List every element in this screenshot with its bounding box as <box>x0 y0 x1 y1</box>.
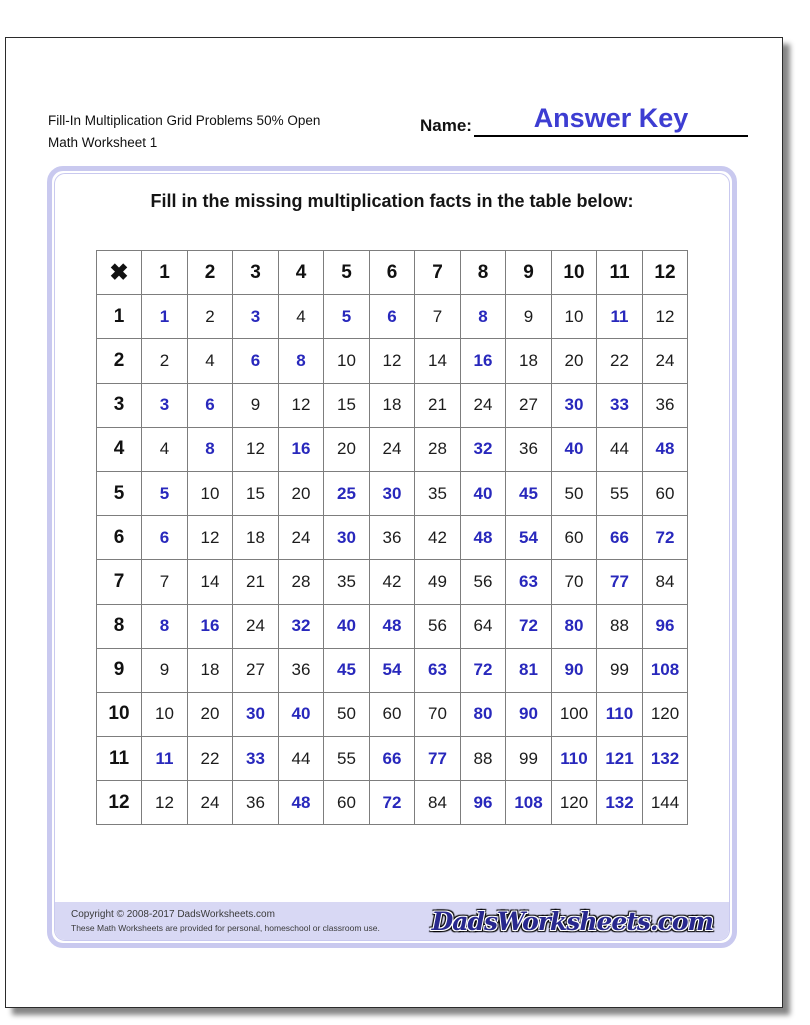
grid-cell-given: 18 <box>506 339 552 383</box>
answer-key-text: Answer Key <box>533 103 689 133</box>
grid-cell-answer: 90 <box>506 692 552 736</box>
grid-cell-given: 9 <box>142 648 188 692</box>
grid-cell-given: 84 <box>642 560 688 604</box>
grid-cell-answer: 33 <box>597 383 643 427</box>
grid-row <box>96 383 688 427</box>
grid-row-header: 9 <box>96 648 142 692</box>
grid-column-header: 2 <box>187 251 233 295</box>
grid-cell-answer: 80 <box>551 604 597 648</box>
grid-cell-given: 15 <box>324 383 370 427</box>
grid-cell-answer: 48 <box>460 516 506 560</box>
grid-cell-given: 144 <box>642 781 688 825</box>
grid-cell-given: 56 <box>460 560 506 604</box>
grid-cell-answer: 66 <box>369 737 415 781</box>
grid-cell-given: 60 <box>642 471 688 515</box>
grid-cell-answer: 30 <box>324 516 370 560</box>
grid-cell-given: 120 <box>642 692 688 736</box>
grid-cell-given: 36 <box>369 516 415 560</box>
grid-cell-answer: 16 <box>187 604 233 648</box>
grid-cell-given: 88 <box>460 737 506 781</box>
grid-column-header: 1 <box>142 251 188 295</box>
grid-cell-answer: 110 <box>551 737 597 781</box>
grid-cell-given: 20 <box>278 471 324 515</box>
grid-cell-given: 2 <box>187 295 233 339</box>
grid-cell-given: 12 <box>278 383 324 427</box>
worksheet-content-inner <box>54 173 730 941</box>
grid-cell-given: 60 <box>369 692 415 736</box>
grid-cell-answer: 8 <box>460 295 506 339</box>
grid-cell-given: 28 <box>415 427 461 471</box>
grid-cell-answer: 72 <box>369 781 415 825</box>
grid-cell-answer: 16 <box>278 427 324 471</box>
grid-cell-answer: 40 <box>460 471 506 515</box>
grid-cell-answer: 8 <box>278 339 324 383</box>
dadsworksheets-logo: DadsWorksheets.com <box>431 906 713 936</box>
grid-cell-given: 70 <box>551 560 597 604</box>
grid-cell-given: 18 <box>369 383 415 427</box>
grid-cell-given: 55 <box>324 737 370 781</box>
grid-column-header: 12 <box>642 251 688 295</box>
name-underline <box>474 104 748 137</box>
grid-row-header: 3 <box>96 383 142 427</box>
grid-cell-given: 99 <box>597 648 643 692</box>
grid-cell-answer: 40 <box>324 604 370 648</box>
grid-cell-given: 42 <box>369 560 415 604</box>
grid-cell-given: 36 <box>642 383 688 427</box>
grid-row-header: 11 <box>96 737 142 781</box>
grid-cell-answer: 25 <box>324 471 370 515</box>
name-area <box>420 104 748 137</box>
grid-cell-given: 24 <box>369 427 415 471</box>
multiplication-grid <box>96 250 689 825</box>
grid-corner-multiply-icon: ✖ <box>96 251 142 295</box>
grid-cell-answer: 132 <box>642 737 688 781</box>
grid-cell-answer: 108 <box>506 781 552 825</box>
grid-row <box>96 560 688 604</box>
grid-cell-given: 36 <box>233 781 279 825</box>
grid-cell-given: 24 <box>460 383 506 427</box>
footer-band <box>55 902 729 940</box>
grid-cell-answer: 66 <box>597 516 643 560</box>
grid-cell-given: 18 <box>233 516 279 560</box>
grid-column-header: 8 <box>460 251 506 295</box>
grid-cell-given: 22 <box>597 339 643 383</box>
grid-row-header: 6 <box>96 516 142 560</box>
grid-cell-given: 7 <box>142 560 188 604</box>
grid-cell-given: 56 <box>415 604 461 648</box>
worksheet-title-block <box>48 110 320 155</box>
grid-row <box>96 471 688 515</box>
grid-cell-answer: 54 <box>369 648 415 692</box>
grid-cell-answer: 121 <box>597 737 643 781</box>
grid-cell-answer: 96 <box>460 781 506 825</box>
grid-cell-given: 12 <box>233 427 279 471</box>
grid-row <box>96 516 688 560</box>
grid-column-header: 7 <box>415 251 461 295</box>
grid-row <box>96 427 688 471</box>
grid-row <box>96 737 688 781</box>
grid-cell-given: 27 <box>233 648 279 692</box>
worksheet-page <box>5 37 783 1008</box>
grid-cell-answer: 48 <box>642 427 688 471</box>
grid-cell-given: 12 <box>142 781 188 825</box>
grid-header-row <box>96 251 688 295</box>
grid-cell-answer: 32 <box>278 604 324 648</box>
grid-row-header: 2 <box>96 339 142 383</box>
grid-cell-answer: 16 <box>460 339 506 383</box>
grid-cell-given: 12 <box>642 295 688 339</box>
grid-cell-answer: 45 <box>506 471 552 515</box>
grid-cell-given: 2 <box>142 339 188 383</box>
worksheet-title-line2: Math Worksheet 1 <box>48 135 158 151</box>
grid-cell-answer: 5 <box>324 295 370 339</box>
grid-cell-given: 4 <box>142 427 188 471</box>
grid-cell-answer: 77 <box>597 560 643 604</box>
grid-row <box>96 781 688 825</box>
grid-column-header: 5 <box>324 251 370 295</box>
grid-cell-answer: 72 <box>460 648 506 692</box>
grid-cell-given: 35 <box>415 471 461 515</box>
grid-cell-answer: 108 <box>642 648 688 692</box>
grid-cell-answer: 110 <box>597 692 643 736</box>
grid-cell-given: 10 <box>142 692 188 736</box>
copyright-line2: These Math Worksheets are provided for personal, homeschool or classroom use. <box>71 923 380 934</box>
grid-cell-answer: 80 <box>460 692 506 736</box>
grid-cell-answer: 8 <box>142 604 188 648</box>
grid-column-header: 3 <box>233 251 279 295</box>
grid-row-header: 5 <box>96 471 142 515</box>
grid-cell-given: 60 <box>324 781 370 825</box>
grid-cell-given: 100 <box>551 692 597 736</box>
grid-cell-answer: 6 <box>233 339 279 383</box>
grid-row-header: 4 <box>96 427 142 471</box>
grid-cell-answer: 63 <box>506 560 552 604</box>
grid-cell-answer: 6 <box>187 383 233 427</box>
worksheet-content-box <box>47 166 737 948</box>
grid-cell-given: 12 <box>187 516 233 560</box>
grid-cell-given: 9 <box>233 383 279 427</box>
copyright-line1: Copyright © 2008-2017 DadsWorksheets.com <box>71 909 275 921</box>
grid-column-header: 11 <box>597 251 643 295</box>
grid-cell-given: 49 <box>415 560 461 604</box>
grid-cell-answer: 30 <box>233 692 279 736</box>
grid-cell-given: 28 <box>278 560 324 604</box>
grid-row <box>96 604 688 648</box>
grid-cell-answer: 30 <box>369 471 415 515</box>
grid-cell-answer: 33 <box>233 737 279 781</box>
grid-column-header: 4 <box>278 251 324 295</box>
grid-cell-given: 42 <box>415 516 461 560</box>
grid-row-header: 8 <box>96 604 142 648</box>
grid-cell-answer: 72 <box>642 516 688 560</box>
grid-cell-answer: 11 <box>597 295 643 339</box>
grid-cell-answer: 77 <box>415 737 461 781</box>
grid-cell-answer: 63 <box>415 648 461 692</box>
grid-cell-given: 20 <box>187 692 233 736</box>
grid-cell-given: 24 <box>233 604 279 648</box>
grid-cell-given: 9 <box>506 295 552 339</box>
grid-cell-answer: 40 <box>551 427 597 471</box>
grid-cell-given: 14 <box>415 339 461 383</box>
grid-row <box>96 339 688 383</box>
grid-cell-given: 7 <box>415 295 461 339</box>
grid-cell-answer: 5 <box>142 471 188 515</box>
multiplication-grid-wrapper <box>55 250 729 825</box>
grid-cell-answer: 3 <box>233 295 279 339</box>
grid-row <box>96 692 688 736</box>
grid-cell-given: 50 <box>551 471 597 515</box>
grid-cell-given: 22 <box>187 737 233 781</box>
grid-cell-given: 12 <box>369 339 415 383</box>
grid-row-header: 7 <box>96 560 142 604</box>
grid-cell-given: 120 <box>551 781 597 825</box>
grid-row-header: 1 <box>96 295 142 339</box>
grid-cell-answer: 81 <box>506 648 552 692</box>
grid-cell-given: 24 <box>187 781 233 825</box>
grid-row-header: 10 <box>96 692 142 736</box>
grid-cell-given: 64 <box>460 604 506 648</box>
worksheet-title-line1: Fill-In Multiplication Grid Problems 50% Open <box>48 113 321 128</box>
grid-cell-given: 36 <box>278 648 324 692</box>
grid-cell-answer: 96 <box>642 604 688 648</box>
grid-cell-given: 21 <box>415 383 461 427</box>
grid-cell-given: 18 <box>187 648 233 692</box>
grid-cell-answer: 132 <box>597 781 643 825</box>
grid-cell-given: 4 <box>278 295 324 339</box>
grid-cell-given: 27 <box>506 383 552 427</box>
grid-cell-given: 24 <box>642 339 688 383</box>
grid-cell-given: 99 <box>506 737 552 781</box>
grid-cell-given: 20 <box>324 427 370 471</box>
grid-cell-given: 10 <box>187 471 233 515</box>
grid-row <box>96 648 688 692</box>
grid-cell-answer: 90 <box>551 648 597 692</box>
grid-cell-given: 44 <box>597 427 643 471</box>
instruction-text: Fill in the missing multiplication facts in the table below: <box>150 191 634 211</box>
grid-column-header: 6 <box>369 251 415 295</box>
grid-cell-given: 55 <box>597 471 643 515</box>
grid-cell-answer: 40 <box>278 692 324 736</box>
grid-cell-given: 10 <box>324 339 370 383</box>
grid-cell-given: 70 <box>415 692 461 736</box>
copyright-block <box>71 907 380 935</box>
grid-cell-answer: 3 <box>142 383 188 427</box>
grid-cell-given: 15 <box>233 471 279 515</box>
grid-cell-given: 84 <box>415 781 461 825</box>
grid-row <box>96 295 688 339</box>
grid-cell-given: 14 <box>187 560 233 604</box>
grid-row-header: 12 <box>96 781 142 825</box>
grid-cell-given: 20 <box>551 339 597 383</box>
grid-cell-answer: 45 <box>324 648 370 692</box>
grid-cell-given: 60 <box>551 516 597 560</box>
grid-cell-answer: 54 <box>506 516 552 560</box>
grid-column-header: 9 <box>506 251 552 295</box>
grid-cell-answer: 32 <box>460 427 506 471</box>
grid-cell-given: 4 <box>187 339 233 383</box>
grid-cell-answer: 8 <box>187 427 233 471</box>
grid-cell-answer: 30 <box>551 383 597 427</box>
grid-cell-given: 36 <box>506 427 552 471</box>
grid-cell-given: 50 <box>324 692 370 736</box>
grid-cell-given: 24 <box>278 516 324 560</box>
grid-cell-answer: 1 <box>142 295 188 339</box>
grid-cell-answer: 11 <box>142 737 188 781</box>
grid-column-header: 10 <box>551 251 597 295</box>
grid-cell-given: 35 <box>324 560 370 604</box>
name-label: Name: <box>420 115 472 135</box>
grid-cell-given: 88 <box>597 604 643 648</box>
grid-cell-answer: 72 <box>506 604 552 648</box>
grid-cell-given: 21 <box>233 560 279 604</box>
grid-cell-answer: 6 <box>369 295 415 339</box>
grid-cell-given: 10 <box>551 295 597 339</box>
grid-cell-answer: 6 <box>142 516 188 560</box>
grid-cell-given: 44 <box>278 737 324 781</box>
grid-cell-answer: 48 <box>278 781 324 825</box>
grid-cell-answer: 48 <box>369 604 415 648</box>
